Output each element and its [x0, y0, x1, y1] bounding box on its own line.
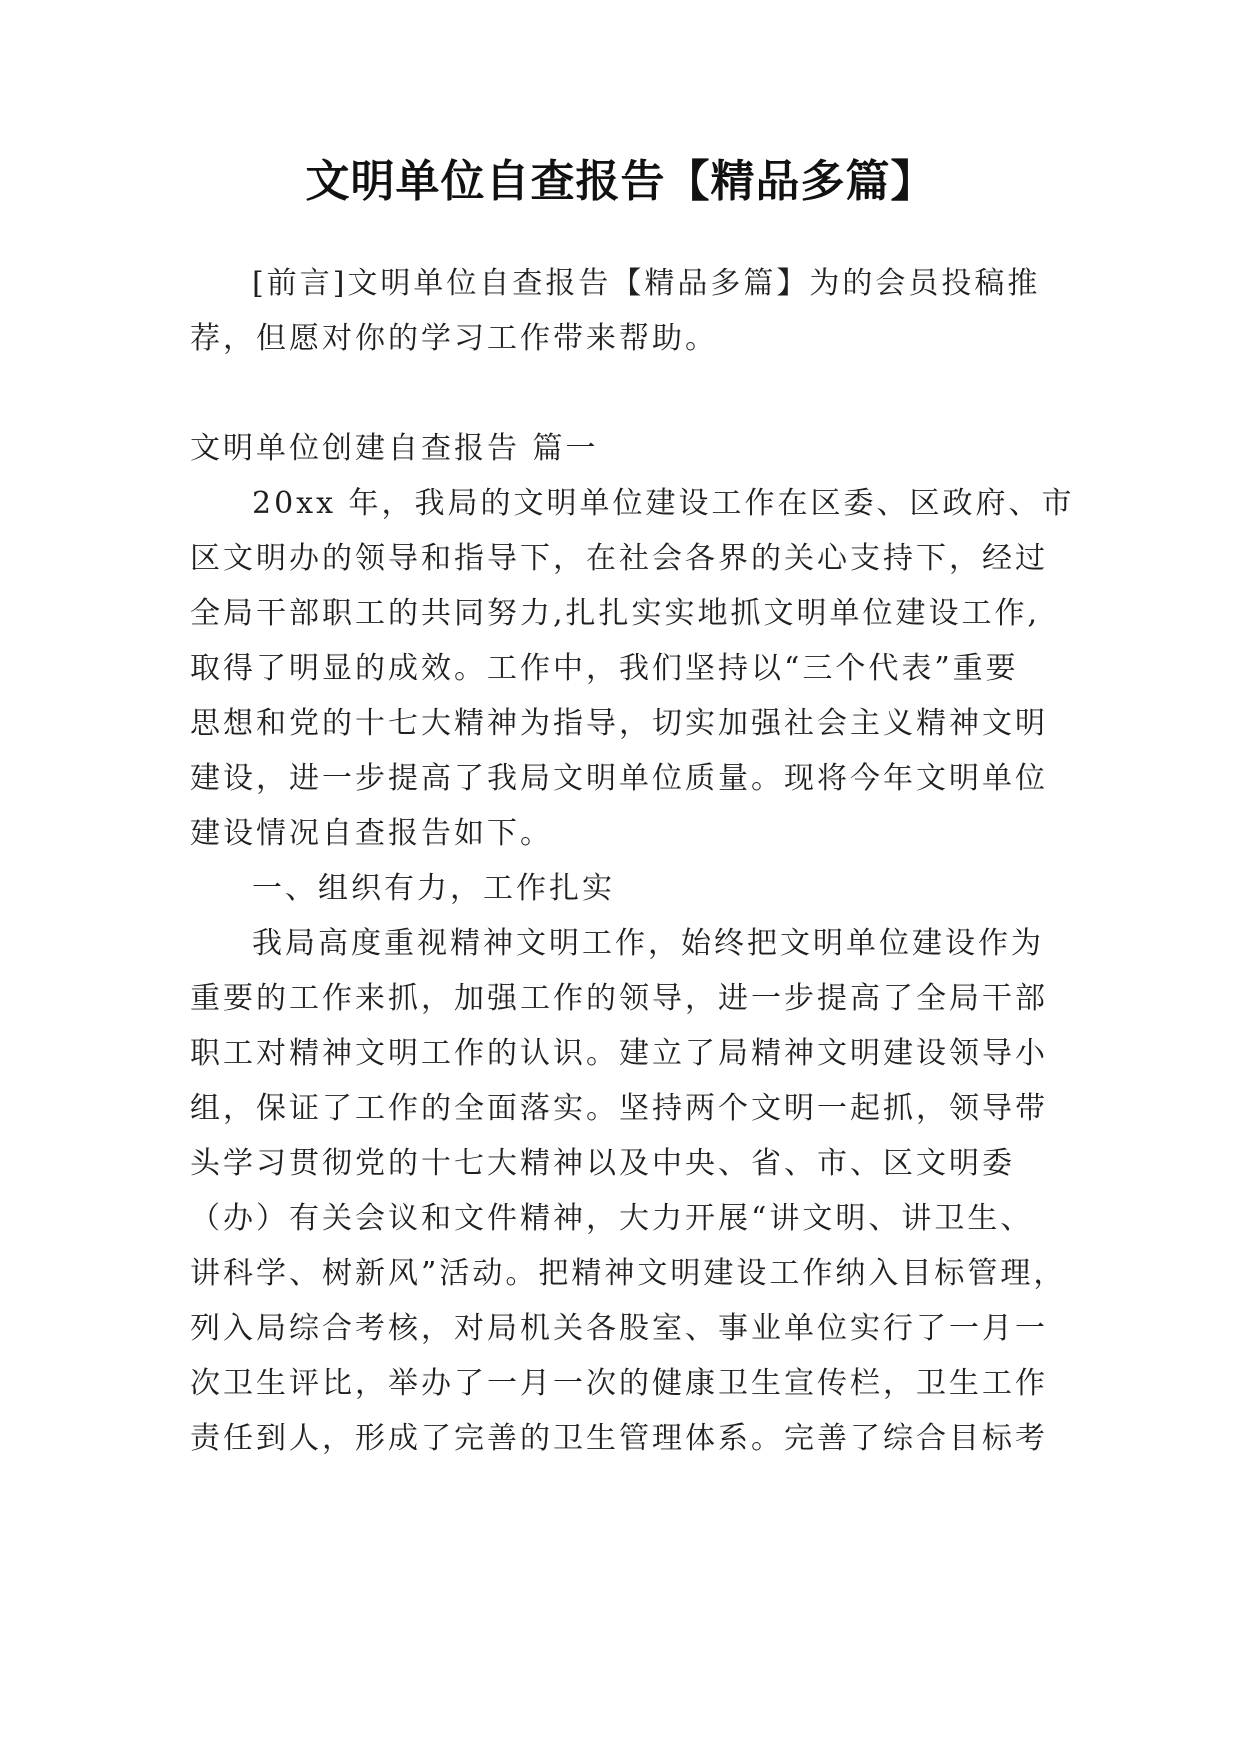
paragraph-line: 列入局综合考核，对局机关各股室、事业单位实行了一月一	[190, 1311, 1048, 1346]
paragraph-line: 20xx 年，我局的文明单位建设工作在区委、区政府、市	[252, 486, 1075, 521]
document-title: 文明单位自查报告【精品多篇】	[305, 156, 936, 207]
paragraph-line: 讲科学、树新风”活动。把精神文明建设工作纳入目标管理，	[190, 1256, 1067, 1291]
paragraph-line: 思想和党的十七大精神为指导，切实加强社会主义精神文明	[190, 706, 1048, 741]
paragraph-line: 取得了明显的成效。工作中，我们坚持以“三个代表”重要	[190, 651, 1019, 686]
preface-line: 荐，但愿对你的学习工作带来帮助。	[190, 321, 718, 356]
paragraph-line: 我局高度重视精神文明工作，始终把文明单位建设作为	[252, 926, 1044, 961]
paragraph-line: 建设情况自查报告如下。	[190, 816, 553, 851]
paragraph-line: 组，保证了工作的全面落实。坚持两个文明一起抓，领导带	[190, 1091, 1048, 1126]
paragraph-line: 建设，进一步提高了我局文明单位质量。现将今年文明单位	[190, 761, 1048, 796]
paragraph-line: 区文明办的领导和指导下，在社会各界的关心支持下，经过	[190, 541, 1048, 576]
paragraph-line: 全局干部职工的共同努力,扎扎实实地抓文明单位建设工作,	[190, 596, 1041, 631]
subheading: 一、组织有力，工作扎实	[252, 871, 615, 906]
paragraph-line: 次卫生评比，举办了一月一次的健康卫生宣传栏，卫生工作	[190, 1366, 1048, 1401]
paragraph-line: 职工对精神文明工作的认识。建立了局精神文明建设领导小	[190, 1036, 1048, 1071]
preface-line: [前言]文明单位自查报告【精品多篇】为的会员投稿推	[252, 266, 1041, 301]
section-heading: 文明单位创建自查报告 篇一	[190, 431, 599, 466]
paragraph-line: 责任到人，形成了完善的卫生管理体系。完善了综合目标考	[190, 1421, 1048, 1456]
paragraph-line: （办）有关会议和文件精神，大力开展“讲文明、讲卫生、	[190, 1201, 1034, 1236]
paragraph-line: 重要的工作来抓，加强工作的领导，进一步提高了全局干部	[190, 981, 1048, 1016]
paragraph-line: 头学习贯彻党的十七大精神以及中央、省、市、区文明委	[190, 1146, 1015, 1181]
